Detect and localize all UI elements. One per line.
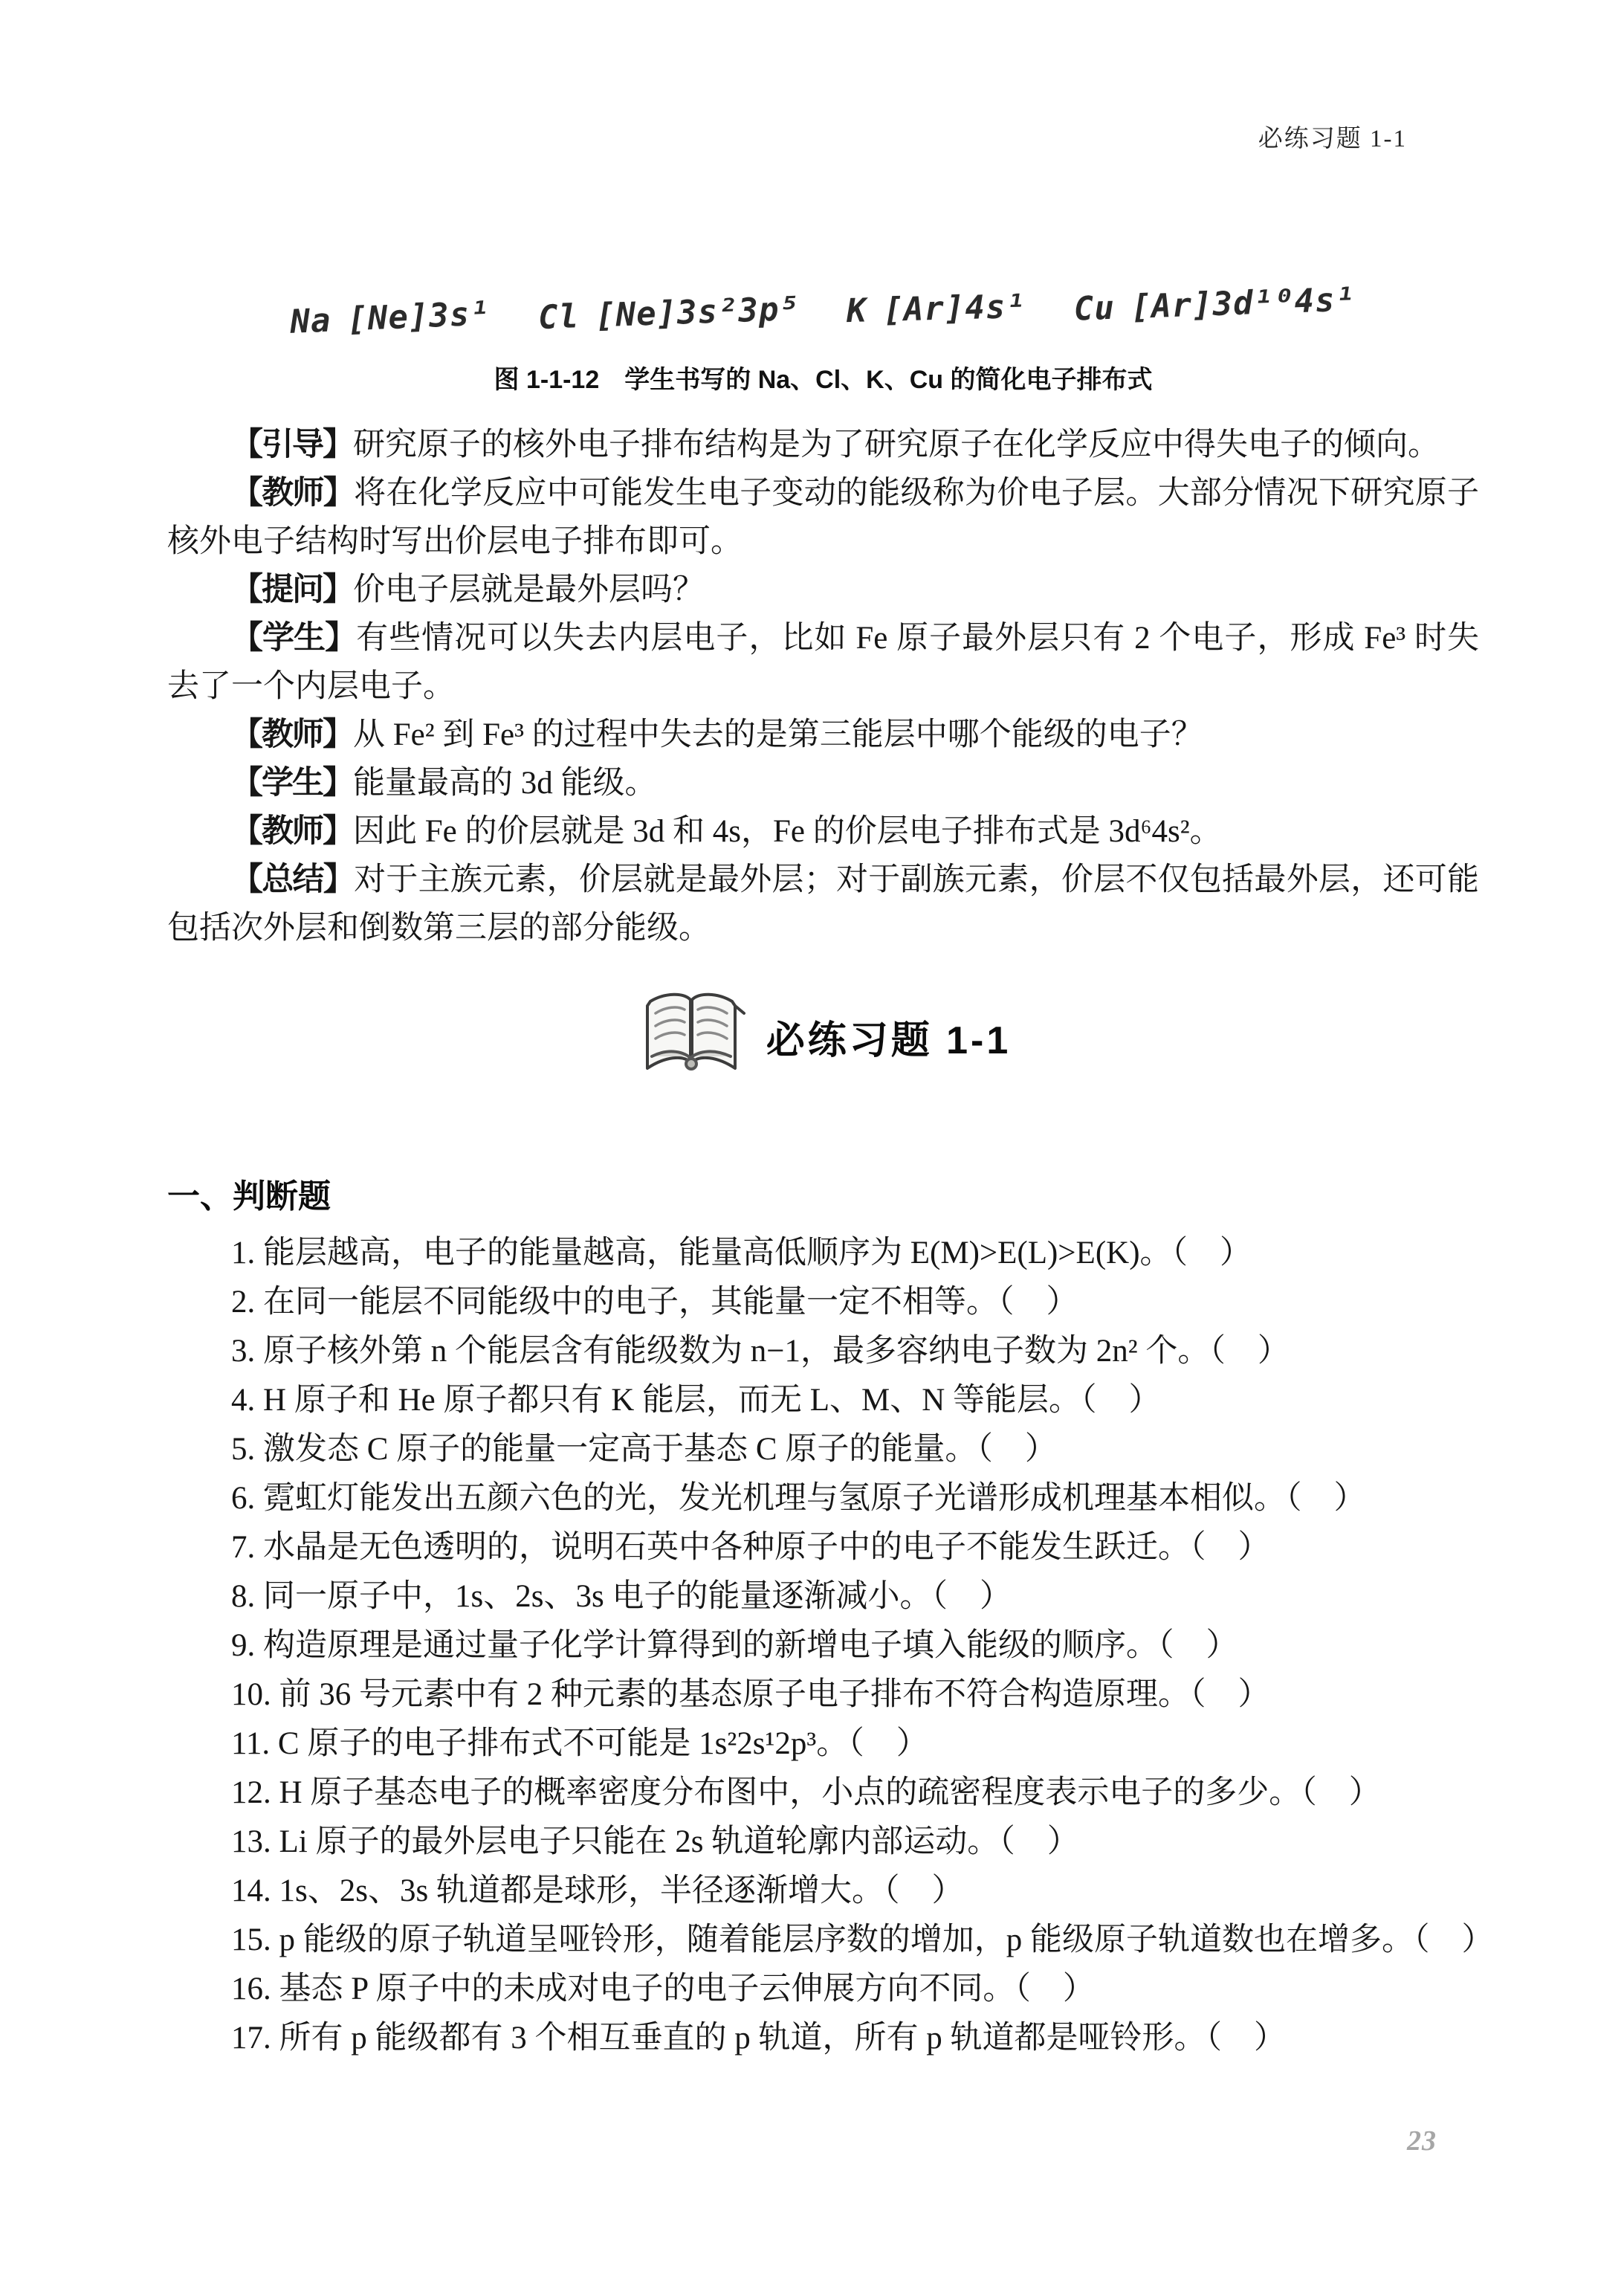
handwritten-formula bbox=[290, 294, 491, 341]
element-symbol: Cu bbox=[1073, 288, 1116, 329]
question-item: 2. 在同一能层不同能级中的电子，其能量一定不相等。（ ） bbox=[231, 1285, 1078, 1320]
dialog-paragraph bbox=[167, 711, 1479, 759]
speaker-label: 【教师】 bbox=[231, 813, 353, 849]
question-item: 9. 构造原理是通过量子化学计算得到的新增电子填入能级的顺序。（ ） bbox=[231, 1628, 1238, 1663]
dialog-paragraph bbox=[167, 469, 1479, 566]
electron-config: [Ne]3s²3p⁵ bbox=[594, 289, 800, 335]
question-item: 11. C 原子的电子排布式不可能是 1s²2s¹2p³。（ ） bbox=[231, 1726, 928, 1761]
dialog-text: 从 Fe² 到 Fe³ 的过程中失去的是第三能层中哪个能级的电子？ bbox=[353, 717, 1203, 752]
speaker-label: 【提问】 bbox=[231, 572, 353, 607]
dialog-section bbox=[167, 421, 1479, 952]
dialog-text: 价电子层就是最外层吗？ bbox=[353, 572, 705, 607]
question-item: 14. 1s、2s、3s 轨道都是球形，半径逐渐增大。（ ） bbox=[231, 1873, 964, 1908]
dialog-paragraph bbox=[167, 421, 1479, 469]
question-item: 10. 前 36 号元素中有 2 种元素的基态原子电子排布不符合构造原理。（ ） bbox=[231, 1677, 1270, 1712]
electron-config: [Ne]3s¹ bbox=[346, 294, 491, 339]
question-item: 3. 原子核外第 n 个能层含有能级数为 n−1，最多容纳电子数为 2n² 个。（ ） bbox=[231, 1334, 1290, 1369]
open-book-icon bbox=[635, 991, 747, 1082]
electron-config: [Ar]4s¹ bbox=[883, 287, 1027, 329]
dialog-text: 将在化学反应中可能发生电子变动的能级称为价电子层。大部分情况下研究原子核外电子结构时写出价层电子排布即可。 bbox=[167, 476, 1480, 559]
dialog-text: 因此 Fe 的价层就是 3d 和 4s，Fe 的价层电子排布式是 3d⁶4s²。 bbox=[353, 814, 1222, 849]
speaker-label: 【总结】 bbox=[231, 862, 355, 897]
speaker-label: 【学生】 bbox=[231, 765, 353, 801]
dialog-text: 能量最高的 3d 能级。 bbox=[353, 766, 657, 801]
page-content bbox=[167, 0, 1494, 2063]
element-symbol: K bbox=[846, 291, 868, 331]
handwritten-figure bbox=[167, 277, 1479, 347]
dialog-text: 研究原子的核外电子排布结构是为了研究原子在化学反应中得失电子的倾向。 bbox=[353, 427, 1440, 462]
question-item: 16. 基态 P 原子中的未成对电子的电子云伸展方向不同。（ ） bbox=[231, 1972, 1095, 2006]
question-item: 12. H 原子基态电子的概率密度分布图中，小点的疏密程度表示电子的多少。（ ） bbox=[231, 1775, 1381, 1810]
question-item: 1. 能层越高，电子的能量越高，能量高低顺序为 E(M)>E(L)>E(K)。（ ） bbox=[231, 1236, 1252, 1270]
question-item: 5. 激发态 C 原子的能量一定高于基态 C 原子的能量。（ ） bbox=[231, 1432, 1057, 1467]
page-number: 23 bbox=[1407, 2125, 1437, 2157]
dialog-text: 有些情况可以失去内层电子，比如 Fe 原子最外层只有 2 个电子，形成 Fe³ 时失去了一个内层电子。 bbox=[167, 621, 1479, 704]
question-item: 8. 同一原子中，1s、2s、3s 电子的能量逐渐减小。（ ） bbox=[231, 1579, 1012, 1614]
dialog-paragraph bbox=[167, 856, 1479, 952]
dialog-paragraph bbox=[167, 566, 1479, 614]
dialog-paragraph bbox=[167, 614, 1479, 711]
dialog-paragraph bbox=[167, 759, 1479, 807]
question-type-heading: 一、判断题 bbox=[167, 1178, 331, 1215]
speaker-label: 【学生】 bbox=[231, 620, 357, 656]
handwritten-formula bbox=[537, 290, 800, 337]
electron-config: [Ar]3d¹⁰4s¹ bbox=[1130, 280, 1357, 326]
question-item: 7. 水晶是无色透明的，说明石英中各种原子中的电子不能发生跃迁。（ ） bbox=[231, 1530, 1270, 1565]
handwritten-formula bbox=[1073, 280, 1356, 328]
exercise-section-header bbox=[167, 988, 1479, 1085]
speaker-label: 【教师】 bbox=[231, 717, 353, 752]
question-item: 15. p 能级的原子轨道呈哑铃形，随着能层序数的增加，p 能级原子轨道数也在增多。（ ） bbox=[231, 1922, 1494, 1957]
question-item: 13. Li 原子的最外层电子只能在 2s 轨道轮廓内部运动。（ ） bbox=[231, 1824, 1079, 1859]
element-symbol: Cl bbox=[537, 297, 580, 338]
question-item: 4. H 原子和 He 原子都只有 K 能层，而无 L、M、N 等能层。（ ） bbox=[231, 1383, 1161, 1418]
speaker-label: 【教师】 bbox=[231, 475, 355, 511]
exercise-section-title: 必练习题 1-1 bbox=[766, 1018, 1012, 1062]
question-item: 6. 霓虹灯能发出五颜六色的光，发光机理与氢原子光谱形成机理基本相似。（ ） bbox=[231, 1481, 1366, 1516]
dialog-text: 对于主族元素，价层就是最外层；对于副族元素，价层不仅包括最外层，还可能包括次外层和倒数第三层的部分能级。 bbox=[167, 862, 1480, 946]
question-list bbox=[167, 1229, 1494, 2063]
element-symbol: Na bbox=[289, 301, 332, 341]
handwritten-formula bbox=[847, 288, 1027, 330]
dialog-paragraph bbox=[167, 807, 1479, 856]
question-item: 17. 所有 p 能级都有 3 个相互垂直的 p 轨道，所有 p 轨道都是哑铃形。（ ） bbox=[231, 2021, 1286, 2056]
running-header: 必练习题 1-1 bbox=[1258, 126, 1407, 152]
figure-caption: 图 1-1-12 学生书写的 Na、Cl、K、Cu 的简化电子排布式 bbox=[494, 366, 1153, 394]
speaker-label: 【引导】 bbox=[231, 427, 353, 462]
